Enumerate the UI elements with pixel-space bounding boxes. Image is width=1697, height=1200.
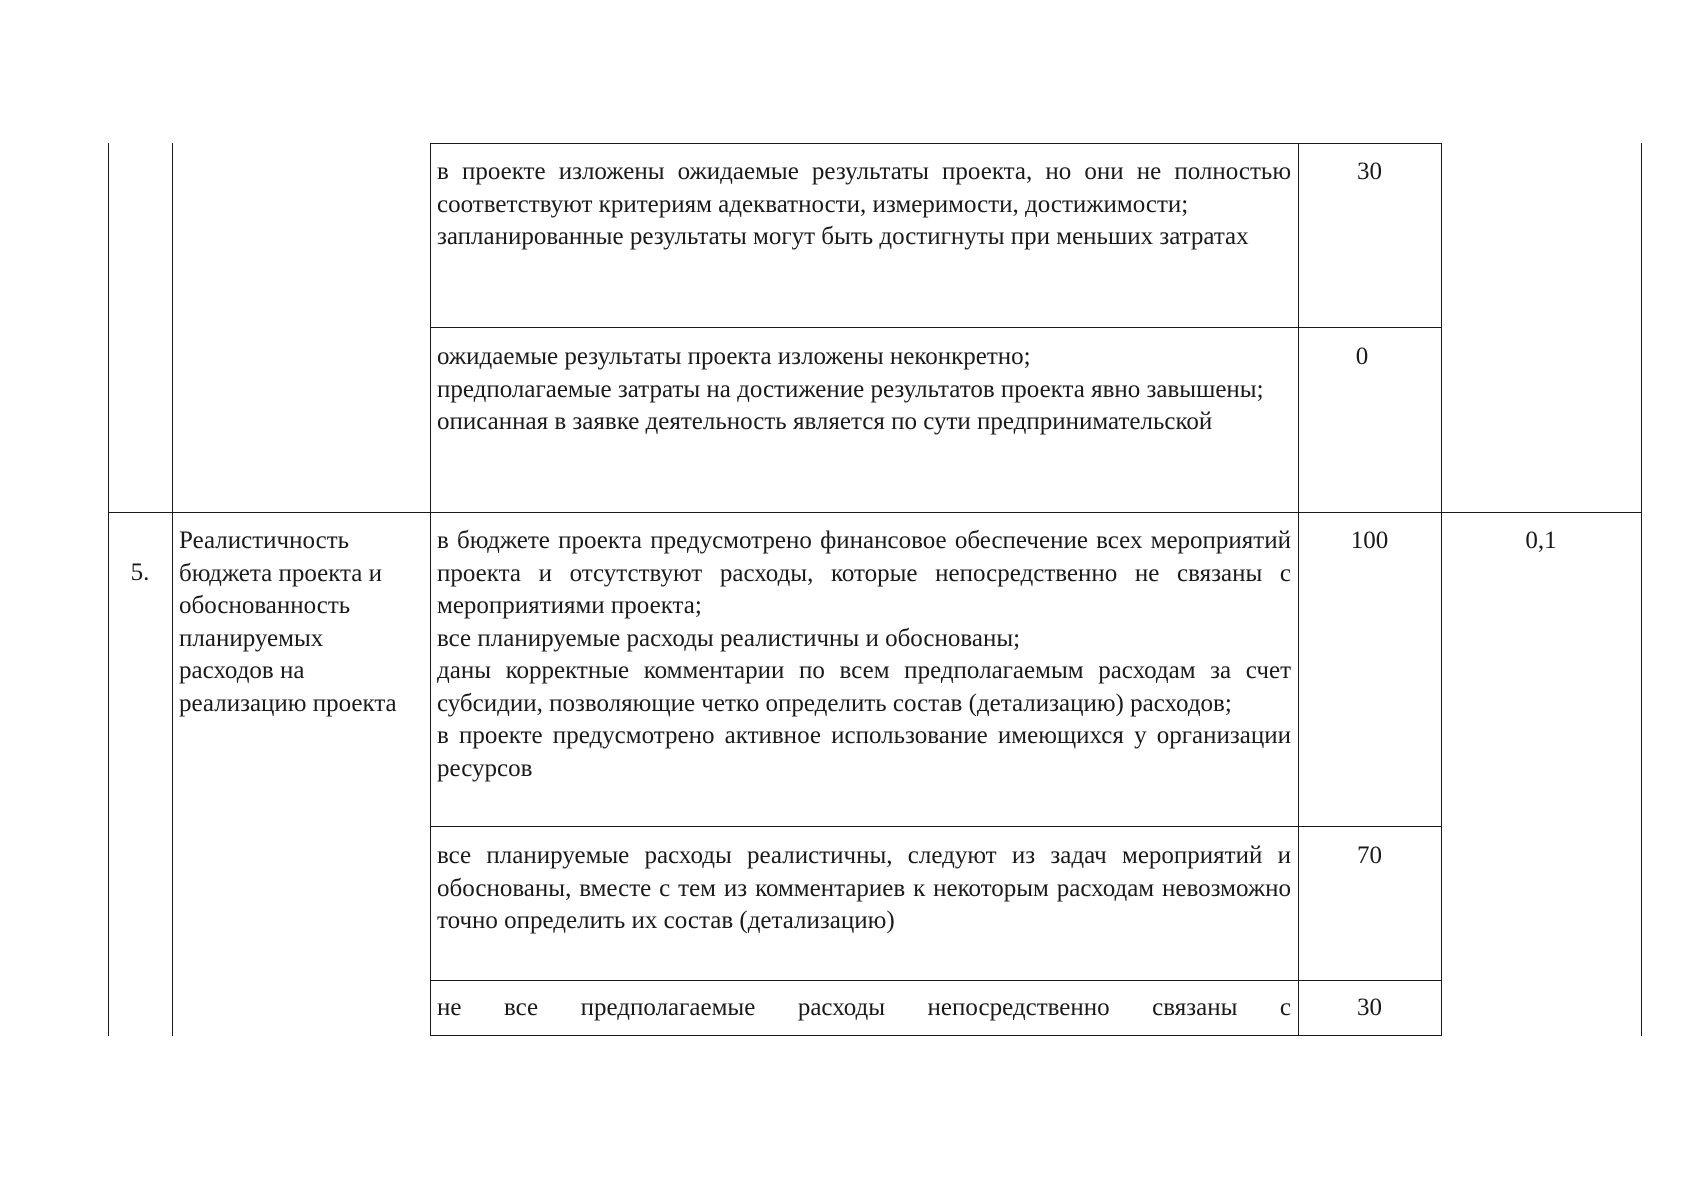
- description-paragraph: предполагаемые затраты на достижение результатов проекта явно завышены;: [437, 375, 1264, 403]
- description-paragraph: в проекте изложены ожидаемые результаты проекта, но они не полностью соответствуют критериям адекватности, измеримости, достижимости;: [437, 158, 1291, 218]
- row-border: [430, 1035, 1442, 1036]
- row-border: [430, 980, 1442, 981]
- row-border: [430, 826, 1442, 827]
- description-paragraph: описанная в заявке деятельность является по сути предпринимательской: [437, 408, 1213, 435]
- description-paragraph: даны корректные комментарии по всем предполагаемым расходам за счет субсидии, позволяющие четко определить состав (детализацию) расходов;: [437, 657, 1291, 717]
- column-divider-description: [1298, 143, 1299, 1036]
- description-paragraph: все планируемые расходы реалистичны, следуют из задач мероприятий и обоснованы, вместе с тем из комментариев к некоторым расходам невозможно точно определить их состав (детализацию): [437, 842, 1291, 934]
- description-paragraph: ожидаемые результаты проекта изложены неконкретно;: [437, 343, 1031, 370]
- score-cell: 0: [1355, 343, 1369, 370]
- description-cell: [437, 525, 1291, 785]
- weight-cell: 0,1: [1525, 527, 1557, 554]
- row-border: [430, 143, 1442, 144]
- score-cell: 70: [1357, 842, 1382, 869]
- description-cell: [437, 156, 1291, 254]
- criterion-title: Реалистичность бюджета проекта и обоснованность планируемых расходов на реализацию проекта: [179, 527, 397, 717]
- description-cell: [437, 992, 1291, 1025]
- table-border-left: [108, 143, 109, 1036]
- description-cell: [437, 840, 1291, 938]
- column-divider-criterion: [430, 143, 431, 1036]
- description-paragraph: запланированные результаты могут быть достигнуты при меньших затратах: [437, 223, 1249, 250]
- row-border: [108, 512, 1642, 513]
- criterion-number: 5.: [130, 559, 150, 586]
- description-cell: [437, 341, 1291, 439]
- score-cell: 30: [1357, 158, 1382, 185]
- description-paragraph: не все предполагаемые расходы непосредственно связаны с: [437, 994, 1291, 1021]
- column-divider-number: [172, 143, 173, 1036]
- table-border-right: [1641, 143, 1642, 1036]
- score-cell: 100: [1350, 527, 1389, 554]
- description-paragraph: в бюджете проекта предусмотрено финансовое обеспечение всех мероприятий проекта и отсутствуют расходы, которые непосредственно не связаны с мероприятиями проекта;: [437, 527, 1291, 619]
- row-border: [430, 327, 1442, 328]
- column-divider-score: [1441, 143, 1442, 1036]
- score-cell: 30: [1357, 994, 1382, 1021]
- description-paragraph: все планируемые расходы реалистичны и обоснованы;: [437, 624, 1021, 652]
- description-paragraph: в проекте предусмотрено активное использование имеющихся у организации ресурсов: [437, 722, 1291, 782]
